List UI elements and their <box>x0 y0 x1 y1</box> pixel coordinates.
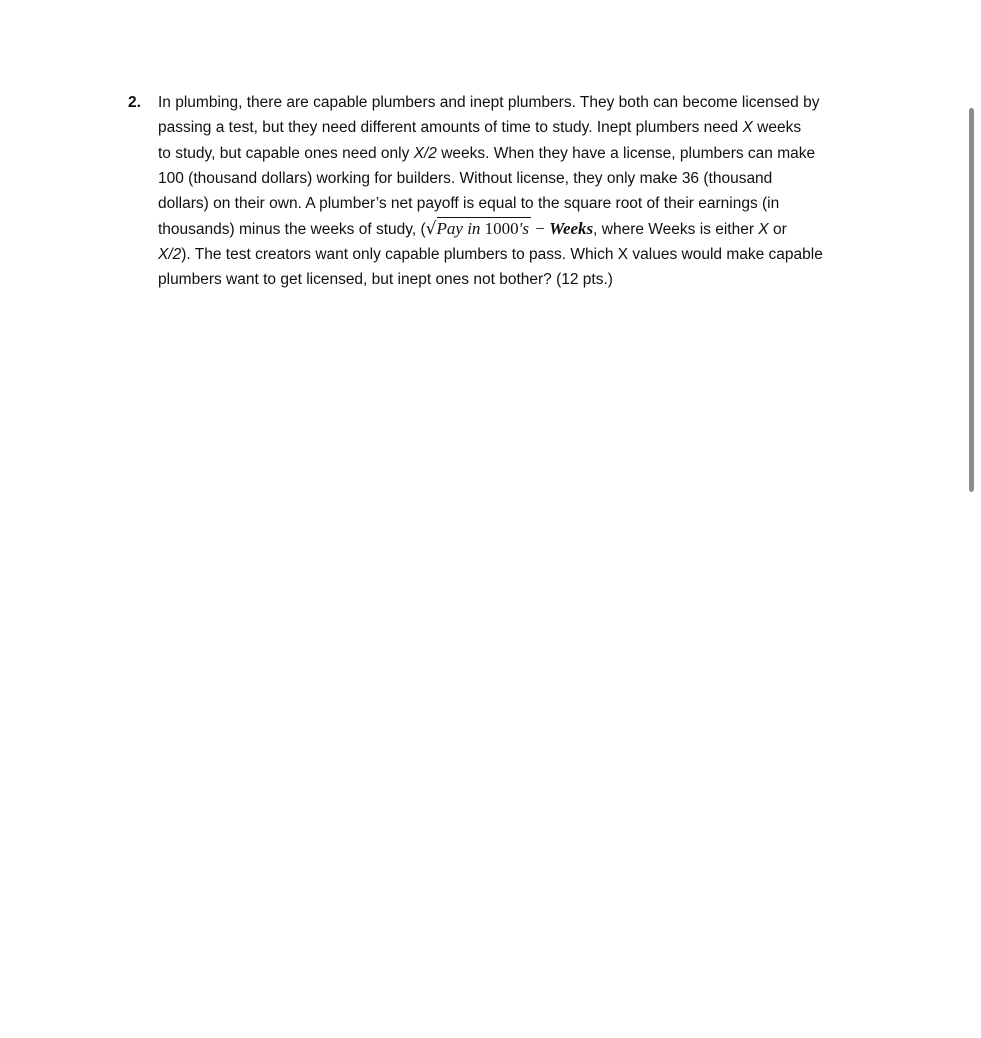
text-line-2: passing a test, but they need different amounts of time to study. Inept plumbers need X weeks <box>158 119 802 137</box>
radical-sign-icon: √ <box>425 219 437 240</box>
vertical-scrollbar[interactable] <box>969 108 974 492</box>
text-line-3: to study, but capable ones need only X/2 weeks. When they have a license, plumbers can make <box>158 144 816 162</box>
text-line-4: 100 (thousand dollars) working for builders. Without license, they only make 36 (thousand <box>158 169 773 187</box>
text-line-6: thousands) minus the weeks of study, (√Pay in 1000′s − Weeks, where Weeks is either X or <box>158 216 868 241</box>
text-line-7: X/2). The test creators want only capable plumbers to pass. Which X values would make capable <box>158 245 823 263</box>
payoff-formula: √Pay in 1000′s − Weeks <box>426 219 594 238</box>
weeks-term: Weeks <box>549 219 594 239</box>
text-line-5: dollars) on their own. A plumber’s net payoff is equal to the square root of their earnings (in <box>158 195 780 213</box>
variable-x: X <box>742 119 753 137</box>
question-text <box>158 90 868 292</box>
text-line-1: In plumbing, there are capable plumbers and inept plumbers. They both can become licensed by <box>158 94 820 111</box>
question-number: 2. <box>128 94 141 111</box>
radicand: Pay in 1000′s <box>436 219 530 239</box>
question-2 <box>128 90 868 292</box>
text-line-8: plumbers want to get licensed, but inept ones not bother? (12 pts.) <box>158 271 613 289</box>
variable-x-half: X/2 <box>413 144 437 162</box>
square-root <box>426 216 531 242</box>
